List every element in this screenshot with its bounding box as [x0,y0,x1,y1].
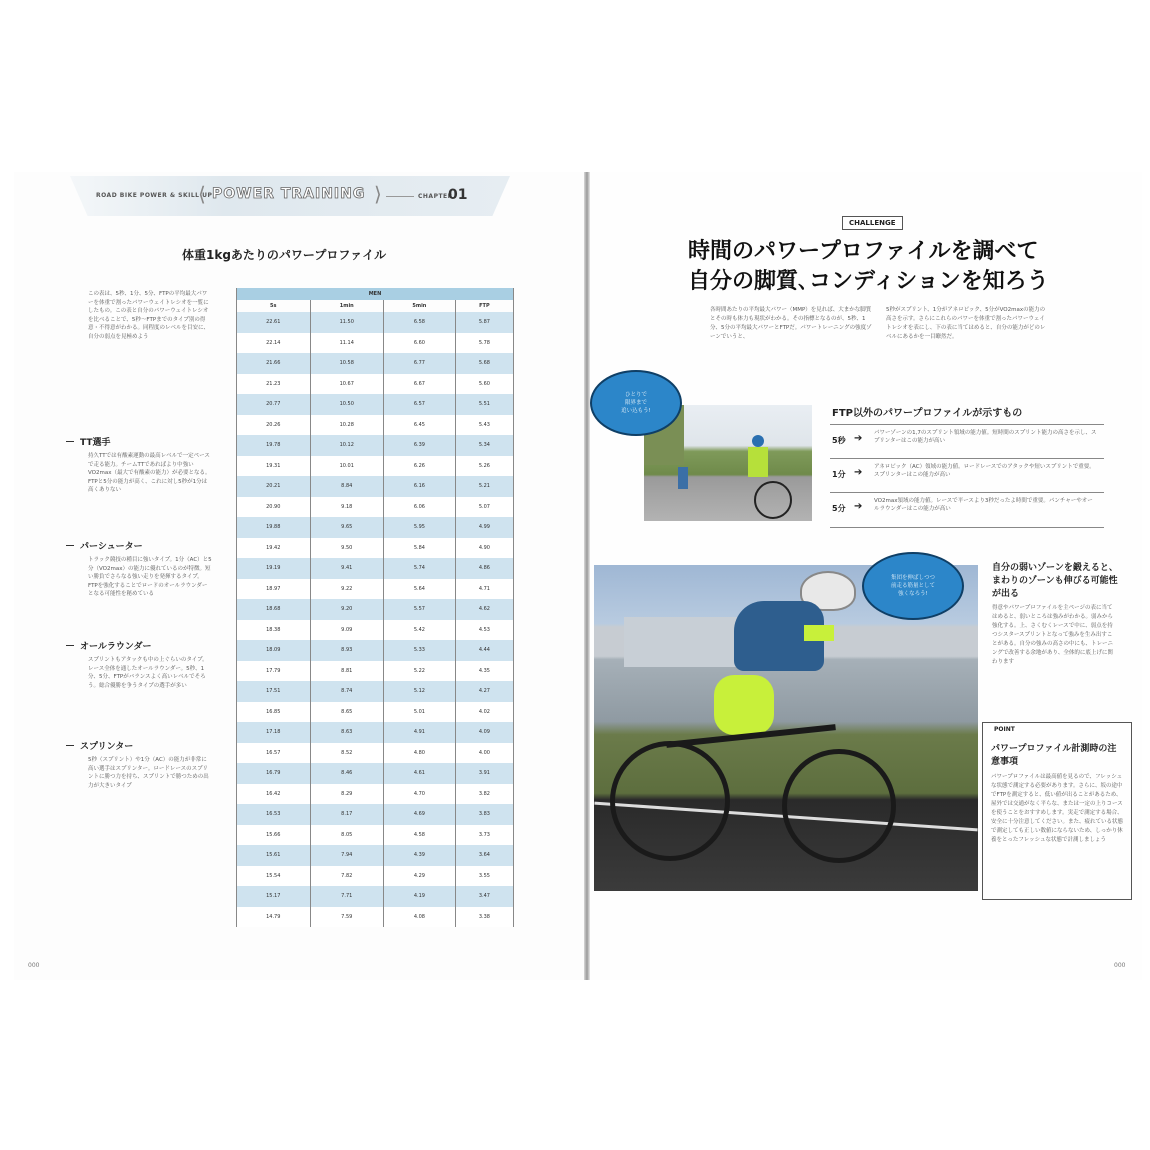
table-cell: 4.09 [455,722,513,743]
table-cell: 5.78 [455,333,513,354]
table-cell: 4.39 [384,845,456,866]
table-cell: 5.26 [455,456,513,477]
table-row [237,907,514,928]
table-cell: 4.44 [455,640,513,661]
intro-column-1: 各時間あたりの平均最大パワー（MMP）を見れば、大まかな脚質とその時も体力も現状がわかる。その指標となるのが、5秒、1分、5分の平均最大パワーとFTPだ。パワートレーニングの強度ゾーンでいうと、 [710,307,872,340]
table-cell: 4.02 [455,702,513,723]
table-row [237,763,514,784]
table-cell: 5.84 [384,538,456,559]
headline-line2: 自分の脚質､コンディションを知ろう [688,269,1049,294]
table-title: 体重1kgあたりのパワープロファイル [182,248,387,262]
table-cell: 4.35 [455,661,513,682]
point-tag: POINT [991,726,1018,733]
table-cell: 3.47 [455,886,513,907]
table-row [237,374,514,395]
ftp-row-text: パワーゾーンの1,7のスプリント領域の能力値。短時間のスプリント能力の高さを示し、スプリンターはこの能力が高い [874,430,1097,444]
front-wheel [782,749,896,863]
table-cell: 6.26 [384,456,456,477]
table-cell: 18.09 [237,640,311,661]
table-cell: 3.55 [455,866,513,887]
table-cell: 22.14 [237,333,311,354]
table-cell: 6.57 [384,394,456,415]
side-heading: 自分の弱いゾーンを鍛えると、まわりのゾーンも伸びる可能性が出る [992,563,1118,599]
intro-text: この表は、5秒、1分、5分、FTPの平均最大パワーを体重で割ったパワーウェイトレシオを一覧にしたもの。この表と自分のパワーウェイトレシオを比べることで、5秒〜FTPまでのタイプ別の得意・不得意がわかる。同程度のレベルを目安に、自分の弱点を見極めよう [88,291,210,340]
table-group-header: MEN [237,288,514,300]
table-cell: 4.19 [384,886,456,907]
table-cell: 7.71 [310,886,384,907]
table-cell: 9.18 [310,497,384,518]
table-cell: 5.01 [384,702,456,723]
table-cell: 16.85 [237,702,311,723]
book-gutter [584,172,590,980]
table-row [237,333,514,354]
column-header: 1min [310,300,384,312]
table-cell: 8.46 [310,763,384,784]
table-cell: 5.51 [455,394,513,415]
table-row [237,825,514,846]
table-cell: 15.54 [237,866,311,887]
table-cell: 16.42 [237,784,311,805]
column-header: 5min [384,300,456,312]
rider-sleeve [804,625,834,641]
table-cell: 6.16 [384,476,456,497]
table-cell: 4.58 [384,825,456,846]
table-cell: 16.57 [237,743,311,764]
table-cell: 15.66 [237,825,311,846]
table-row [237,784,514,805]
table-cell: 6.77 [384,353,456,374]
ftp-row-label: 5秒 [832,436,846,445]
table-row [237,415,514,436]
power-profile-table [236,288,514,927]
table-cell: 21.23 [237,374,311,395]
type-marker [66,745,74,746]
column-header: 5s [237,300,311,312]
table-cell: 20.21 [237,476,311,497]
bracket-right-icon: ⟩ [374,182,382,206]
challenge-tag: CHALLENGE [842,216,903,230]
table-cell: 6.45 [384,415,456,436]
arrow-right-icon: ➔ [854,501,863,512]
table-row [237,476,514,497]
table-cell: 10.50 [310,394,384,415]
table-cell: 19.42 [237,538,311,559]
table-row [237,722,514,743]
type-text-tt: 持久TTでは有酸素運動の最高レベルで一定ペースで走る能力。チームTTであればより中強いVO2max（最大で有酸素の能力）が必要となる。FTPと5分の能力が高く、これに対し5秒が1分は高くありない [88,453,211,493]
header-divider [386,196,414,197]
point-text: パワープロファイルは最高値を見るので、フレッシュな状態で測定する必要があります。さらに、坂の途中でFTPを測定すると、低い値が出ることがあるため、屋外では交通がなく平らな、または一定の上りコースを使うことをおすすめします。実走で測定する場合、安全に十分注意してください。また、疲れている状態で測定しても正しい数値にならないため、しっかり休養をとったフレッシュな状態で計測しましょう [991,774,1123,843]
table-cell: 5.95 [384,517,456,538]
table-cell: 3.91 [455,763,513,784]
table-cell: 4.70 [384,784,456,805]
table-row [237,845,514,866]
table-cell: 3.73 [455,825,513,846]
table-cell: 8.65 [310,702,384,723]
table-cell: 4.80 [384,743,456,764]
speech-bubble-2: 集団を伸ばしつつ 前走る筋量として 強くなろう! [862,552,964,620]
table-row [237,497,514,518]
table-cell: 4.86 [455,558,513,579]
type-marker [66,645,74,646]
table-cell: 17.18 [237,722,311,743]
table-cell: 8.17 [310,804,384,825]
point-heading: パワープロファイル計測時の注意事項 [991,744,1117,767]
table-cell: 16.53 [237,804,311,825]
table-cell: 18.97 [237,579,311,600]
table-row [237,579,514,600]
ftp-row-label: 1分 [832,470,846,479]
table-row [237,312,514,333]
building-shape [624,617,744,667]
table-cell: 4.62 [455,599,513,620]
type-marker [66,441,74,442]
chapter-number: 01 [448,187,468,203]
table-row [237,435,514,456]
table-cell: 5.57 [384,599,456,620]
ftp-row [830,424,1104,459]
table-cell: 4.08 [384,907,456,928]
table-cell: 3.83 [455,804,513,825]
table-cell: 7.94 [310,845,384,866]
table-cell: 19.78 [237,435,311,456]
table-cell: 8.74 [310,681,384,702]
table-cell: 11.14 [310,333,384,354]
type-marker [66,545,74,546]
table-cell: 19.31 [237,456,311,477]
table-cell: 5.68 [455,353,513,374]
table-cell: 5.22 [384,661,456,682]
right-page-number: 000 [1114,962,1126,969]
table-cell: 4.90 [455,538,513,559]
bike-wheel [754,481,792,519]
table-cell: 5.64 [384,579,456,600]
type-text-sprinter: 5秒（スプリント）や1分（AC）の能力が非常に高い選手はスプリンター。ロードレースのスプリントに勝つ力を持ち、スプリントで勝つための出力が大きいタイプ [88,757,209,789]
table-cell: 5.42 [384,620,456,641]
table-row [237,702,514,723]
table-cell: 6.60 [384,333,456,354]
type-heading-allrounder: オールラウンダー [80,642,152,652]
table-cell: 17.51 [237,681,311,702]
table-cell: 3.82 [455,784,513,805]
table-cell: 14.79 [237,907,311,928]
table-cell: 10.01 [310,456,384,477]
ftp-row-text: アネロビック（AC）領域の能力値。ロードレースでのアタックや短いスプリントで重要。スプリンターはこの能力が高い [874,464,1095,478]
table-cell: 9.09 [310,620,384,641]
table-cell: 5.34 [455,435,513,456]
table-cell: 4.27 [455,681,513,702]
table-cell: 8.29 [310,784,384,805]
table-row [237,640,514,661]
table-cell: 9.41 [310,558,384,579]
table-row [237,743,514,764]
table-cell: 6.06 [384,497,456,518]
ftp-row-text: VO2max領域の能力値。レースで平ースより3秒だったよ時間で重要。パンチャーやオールラウンダーはこの能力が高い [874,498,1093,512]
table-cell: 8.05 [310,825,384,846]
table-row [237,886,514,907]
table-cell: 8.84 [310,476,384,497]
table-row [237,353,514,374]
table-cell: 7.59 [310,907,384,928]
table-cell: 17.79 [237,661,311,682]
table-cell: 18.38 [237,620,311,641]
table-row [237,456,514,477]
table-cell: 5.87 [455,312,513,333]
distant-rider [678,467,688,489]
table-row [237,661,514,682]
side-text: 得意やパワープロファイルを主ページの表に当てはめると、弱いところは強みがわかる。弱みから強化する。上、さくむくレースで中に、弱点を持つシスタースプリントとなって強みを生み出すことがある。自分の強みの高さの中にも、トレーニングで改善する余地があり、全体的に底上げに関わります [992,605,1114,665]
table-cell: 10.58 [310,353,384,374]
left-page-number: 000 [28,962,40,969]
table-row [237,804,514,825]
table-cell: 4.00 [455,743,513,764]
table-row [237,599,514,620]
rider-body [748,447,768,477]
table-cell: 16.79 [237,763,311,784]
speech-bubble-1: ひとりで 限界まで 追い込もう! [590,370,682,436]
table-row [237,558,514,579]
table-cell: 4.61 [384,763,456,784]
table-row [237,538,514,559]
headline-line1: 時間のパワープロファイルを調べて [688,239,1039,264]
table-cell: 7.82 [310,866,384,887]
ftp-heading: FTP以外のパワープロファイルが示すもの [832,408,1023,419]
table-cell: 15.17 [237,886,311,907]
chapter-title: POWER TRAINING [212,186,366,202]
arrow-right-icon: ➔ [854,467,863,478]
chapter-label: CHAPTER [418,193,453,200]
table-cell: 21.66 [237,353,311,374]
ftp-row [830,492,1104,528]
table-cell: 20.26 [237,415,311,436]
table-cell: 4.71 [455,579,513,600]
type-heading-sprinter: スプリンター [80,742,134,752]
arrow-right-icon: ➔ [854,433,863,444]
ftp-row-label: 5分 [832,504,846,513]
table-cell: 9.20 [310,599,384,620]
type-heading-pursuiter: パーシューター [80,542,143,552]
column-header: FTP [455,300,513,312]
table-cell: 10.67 [310,374,384,395]
type-text-pursuiter: トラック競技の種目に強いタイプ。1分（AC）と5分（VO2max）の能力に優れているのが特徴。短い勝負でさらなる強い走りを発揮するタイプ。FTPを強化することでロードのオールラウンダーとなる可能性を秘めている [88,557,212,597]
table-cell: 8.81 [310,661,384,682]
table-cell: 19.88 [237,517,311,538]
ftp-row [830,458,1104,493]
table-cell: 4.29 [384,866,456,887]
bracket-left-icon: ⟨ [198,182,206,206]
table-row [237,620,514,641]
series-label: ROAD BIKE POWER & SKILL UP [96,192,213,199]
table-cell: 3.38 [455,907,513,928]
table-cell: 10.28 [310,415,384,436]
table-cell: 6.67 [384,374,456,395]
table-cell: 8.93 [310,640,384,661]
rear-wheel [610,741,730,861]
table-cell: 6.39 [384,435,456,456]
table-cell: 20.90 [237,497,311,518]
table-cell: 18.68 [237,599,311,620]
table-cell: 8.52 [310,743,384,764]
table-cell: 22.61 [237,312,311,333]
rider-legs [714,675,774,735]
table-cell: 5.12 [384,681,456,702]
table-cell: 4.91 [384,722,456,743]
point-box [982,722,1132,900]
table-cell: 5.74 [384,558,456,579]
table-cell: 15.61 [237,845,311,866]
intro-column-2: 5秒がスプリント、1分がアネロビック、5分がVO2maxの能力の高さを示す。さらにこれらのパワーを体重で割ったパワーウェイトレシオを表にし、下の表に当てはめると、自分の能力がどのレベルにあるかを一目瞭然だ。 [886,307,1046,340]
table-cell: 3.64 [455,845,513,866]
table-cell: 19.19 [237,558,311,579]
table-cell: 4.99 [455,517,513,538]
table-row [237,866,514,887]
table-cell: 9.65 [310,517,384,538]
table-cell: 4.53 [455,620,513,641]
table-cell: 11.50 [310,312,384,333]
table-cell: 5.07 [455,497,513,518]
type-text-allrounder: スプリントもアタックも中の上ぐらいのタイプ。レース全体を通したオールラウンダー。5秒、1分、5分、FTPがバランスよく高いレベルでそろう。総合優勝を争うタイプの選手が多い [88,657,208,689]
table-cell: 6.58 [384,312,456,333]
rider-head [752,435,764,447]
table-cell: 9.50 [310,538,384,559]
type-heading-tt: TT選手 [80,438,111,448]
table-cell: 5.21 [455,476,513,497]
table-cell: 8.63 [310,722,384,743]
table-cell: 10.12 [310,435,384,456]
table-cell: 5.33 [384,640,456,661]
table-cell: 4.69 [384,804,456,825]
table-row [237,681,514,702]
table-cell: 5.43 [455,415,513,436]
table-cell: 9.22 [310,579,384,600]
table-row [237,394,514,415]
table-row [237,517,514,538]
table-cell: 20.77 [237,394,311,415]
table-cell: 5.60 [455,374,513,395]
